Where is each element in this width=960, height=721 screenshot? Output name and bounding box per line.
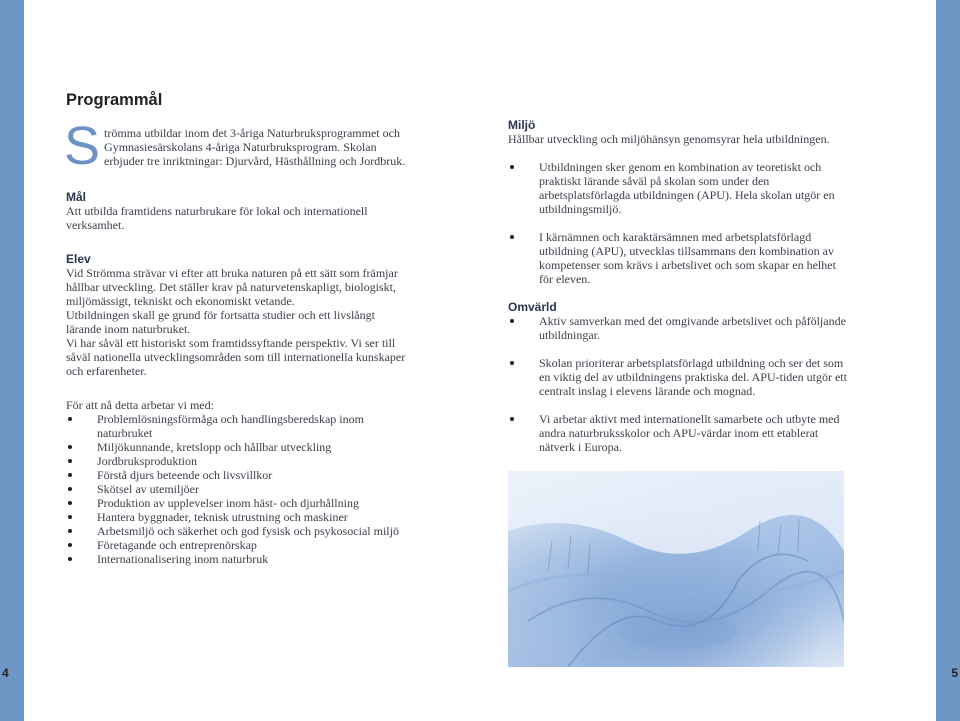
mal-section — [66, 190, 410, 232]
page-number-left: 4 — [2, 666, 9, 680]
bullet-icon — [68, 515, 72, 519]
right-edge-bar — [936, 0, 960, 721]
bullet-icon — [68, 529, 72, 533]
list-item: Förstå djurs beteende och livsvillkor — [66, 468, 410, 482]
page-title: Programmål — [66, 91, 163, 109]
list-item: Problemlösningsförmåga och handlingsberedskap inom naturbruket — [66, 412, 410, 440]
bullet-icon — [68, 445, 72, 449]
right-column — [508, 118, 848, 468]
landscape-photo — [508, 471, 844, 667]
list-item: Jordbruksproduktion — [66, 454, 410, 468]
list-item: Vi arbetar aktivt med internationellt samarbete och utbyte med andra naturbruksskolor och APU-värdar inom ett etablerat nätverk i Europa. — [508, 412, 848, 454]
list-item: Arbetsmiljö och säkerhet och god fysisk och psykosocial miljö — [66, 524, 410, 538]
intro-text: trömma utbildar inom det 3-åriga Naturbruksprogrammet och Gymnasiesärskolans 4-åriga Naturbruksprogram. Skolan erbjuder tre inriktningar: Djurvård, Hästhållning och Jordbruk. — [104, 126, 406, 168]
left-column — [66, 91, 410, 566]
list-item: Utbildningen sker genom en kombination av teoretiskt och praktiskt lärande såväl på skolan som under den arbetsplatsförlagda utbildningen (APU). Hela skolan utgör en utbildningsmiljö. — [508, 160, 848, 216]
mal-heading: Mål — [66, 190, 87, 204]
bullet-icon — [510, 361, 514, 365]
elev-paragraph: Vid Strömma strävar vi efter att bruka naturen på ett sätt som främjar hållbar utveckling. Det ställer krav på naturvetenskapligt, biologiskt, miljömässigt, tekniskt och ekonomiskt vetande. — [66, 266, 398, 308]
intro-paragraph — [64, 116, 410, 176]
list-item: Skötsel av utemiljöer — [66, 482, 410, 496]
bullet-icon — [68, 487, 72, 491]
bullet-icon — [68, 417, 72, 421]
bullet-icon — [68, 543, 72, 547]
bullet-icon — [68, 473, 72, 477]
omvarld-heading: Omvärld — [508, 300, 557, 314]
miljo-text: Hållbar utveckling och miljöhänsyn genomsyrar hela utbildningen. — [508, 132, 830, 146]
list-item: Skolan prioriterar arbetsplatsförlagd utbildning och ser det som en viktig del av utbildningens praktiska del. APU-tiden utgör ett centralt inslag i elevens lärande och mognad. — [508, 356, 848, 398]
mal-text: Att utbilda framtidens naturbrukare för lokal och internationell verksamhet. — [66, 204, 368, 232]
list-intro: För att nå detta arbetar vi med: — [66, 398, 214, 412]
elev-paragraph: Vi har såväl ett historiskt som framtidssyftande perspektiv. Vi ser till såväl nationella utvecklingsområden som till internationella kunskaper och erfarenheter. — [66, 336, 406, 378]
bullet-icon — [510, 417, 514, 421]
bullet-icon — [510, 319, 514, 323]
bullet-icon — [68, 557, 72, 561]
omvarld-list — [508, 314, 848, 454]
page-number-right: 5 — [951, 666, 958, 680]
bullet-icon — [68, 459, 72, 463]
list-item: Hantera byggnader, teknisk utrustning och maskiner — [66, 510, 410, 524]
elev-heading: Elev — [66, 252, 91, 266]
list-item: Internationalisering inom naturbruk — [66, 552, 410, 566]
bullet-icon — [510, 165, 514, 169]
focus-list — [66, 412, 410, 566]
left-edge-bar — [0, 0, 24, 721]
list-item: I kärnämnen och karaktärsämnen med arbetsplatsförlagd utbildning (APU), utvecklas tillsammans den kombination av kompetenser som krävs i arbetslivet och som skapar en helhet för eleven. — [508, 230, 848, 286]
miljo-list — [508, 160, 848, 286]
list-item: Produktion av upplevelser inom häst- och djurhållning — [66, 496, 410, 510]
bullet-icon — [510, 235, 514, 239]
drop-cap: S — [64, 116, 101, 176]
list-item: Aktiv samverkan med det omgivande arbetslivet och påföljande utbildningar. — [508, 314, 848, 342]
list-item: Miljökunnande, kretslopp och hållbar utveckling — [66, 440, 410, 454]
list-item: Företagande och entreprenörskap — [66, 538, 410, 552]
bullet-icon — [68, 501, 72, 505]
photo-illustration — [508, 471, 844, 667]
elev-paragraph: Utbildningen skall ge grund för fortsatta studier och ett livslångt lärande inom naturbruket. — [66, 308, 375, 336]
miljo-heading: Miljö — [508, 118, 536, 132]
elev-section — [66, 252, 410, 378]
